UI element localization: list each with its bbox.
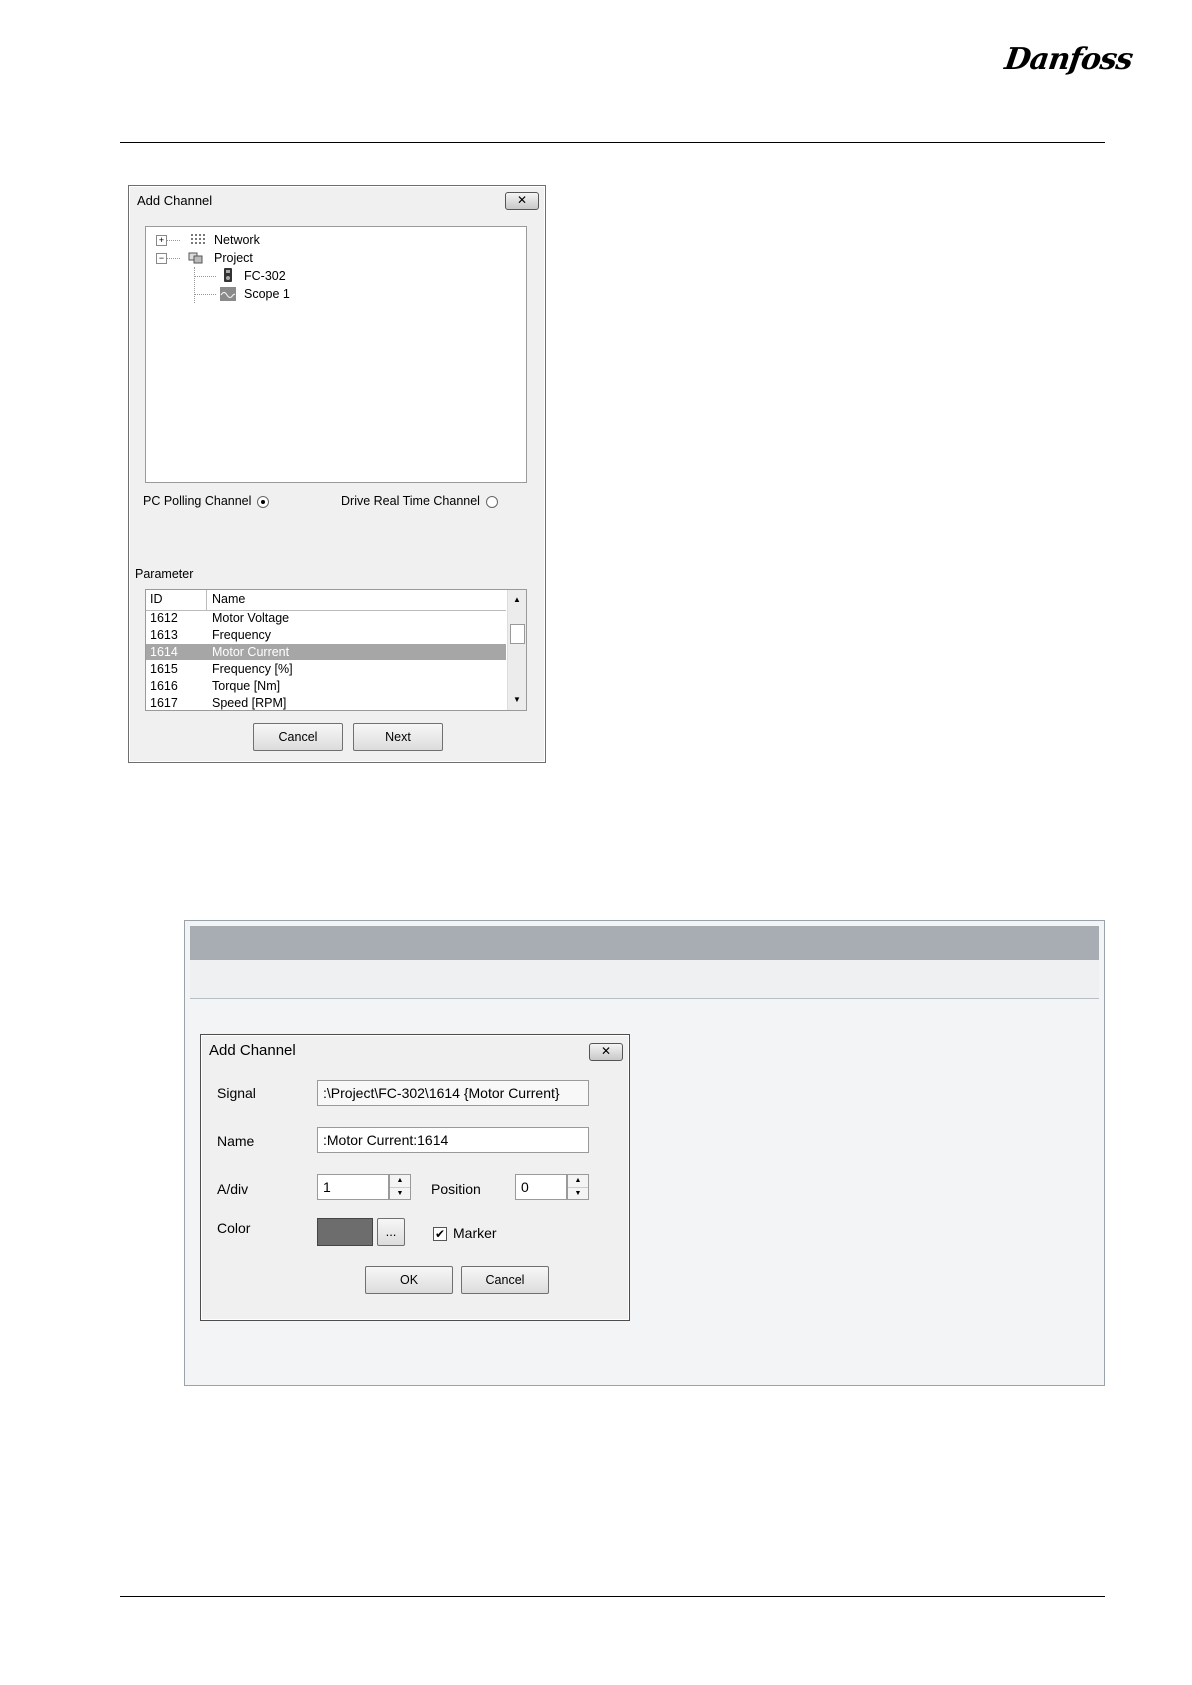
list-item-id: 1616 bbox=[150, 679, 178, 693]
close-icon[interactable]: ✕ bbox=[589, 1043, 623, 1061]
radio-drive-real-time-label: Drive Real Time Channel bbox=[341, 494, 480, 508]
collapse-icon[interactable]: − bbox=[156, 253, 167, 264]
list-item[interactable] bbox=[146, 610, 506, 626]
list-item[interactable] bbox=[146, 695, 506, 711]
add-channel-dialog-settings bbox=[200, 1034, 630, 1321]
list-header bbox=[146, 590, 506, 611]
tree-item-project[interactable] bbox=[156, 249, 167, 267]
radio-button-icon[interactable] bbox=[486, 496, 498, 508]
position-label: Position bbox=[431, 1181, 481, 1197]
column-header-name[interactable]: Name bbox=[212, 592, 246, 606]
cancel-button[interactable]: Cancel bbox=[253, 723, 343, 751]
dialog-titlebar bbox=[129, 186, 545, 214]
list-item-id: 1617 bbox=[150, 696, 178, 710]
parameter-label: Parameter bbox=[135, 567, 194, 581]
tree-connector bbox=[166, 240, 180, 242]
adiv-label: A/div bbox=[217, 1181, 249, 1197]
adiv-spinner[interactable] bbox=[389, 1174, 411, 1200]
adiv-field[interactable]: 1 bbox=[317, 1174, 389, 1200]
tree-item-network[interactable] bbox=[156, 231, 167, 249]
marker-checkbox[interactable] bbox=[433, 1225, 497, 1241]
close-icon[interactable]: ✕ bbox=[505, 192, 539, 210]
footer-rule bbox=[120, 1596, 1105, 1597]
tree-label-scope1[interactable]: Scope 1 bbox=[244, 287, 290, 301]
parameter-list[interactable] bbox=[145, 589, 527, 711]
dialog-titlebar bbox=[201, 1035, 629, 1065]
expand-icon[interactable]: + bbox=[156, 235, 167, 246]
radio-drive-real-time[interactable] bbox=[341, 494, 498, 508]
scroll-down-icon[interactable]: ▼ bbox=[513, 695, 521, 704]
list-item[interactable] bbox=[146, 678, 506, 694]
column-header-id[interactable]: ID bbox=[150, 592, 163, 606]
tree-label-fc302[interactable]: FC-302 bbox=[244, 269, 286, 283]
list-item-id: 1612 bbox=[150, 611, 178, 625]
list-item-selected[interactable] bbox=[146, 644, 506, 660]
marker-label: Marker bbox=[453, 1225, 497, 1241]
list-item-name: Motor Current bbox=[212, 645, 290, 659]
tree-connector bbox=[166, 258, 180, 260]
dialog-title: Add Channel bbox=[137, 193, 213, 208]
list-item-id: 1613 bbox=[150, 628, 178, 642]
radio-pc-polling-label: PC Polling Channel bbox=[143, 494, 252, 508]
list-item[interactable] bbox=[146, 627, 506, 643]
header-rule bbox=[120, 142, 1105, 143]
dialog-title: Add Channel bbox=[209, 1042, 296, 1059]
list-item-name: Speed [RPM] bbox=[212, 696, 287, 710]
signal-label: Signal bbox=[217, 1085, 256, 1101]
checkbox-checked-icon[interactable]: ✔ bbox=[434, 1227, 446, 1242]
name-field[interactable]: :Motor Current:1614 bbox=[317, 1127, 589, 1153]
signal-field[interactable]: :\Project\FC-302\1614 {Motor Current} bbox=[317, 1080, 589, 1106]
tree-label-project[interactable]: Project bbox=[214, 251, 253, 265]
list-item-id: 1615 bbox=[150, 662, 178, 676]
radio-pc-polling[interactable] bbox=[143, 494, 269, 508]
tree-connector bbox=[194, 267, 196, 303]
channel-tree[interactable] bbox=[145, 226, 527, 483]
list-item-name: Torque [Nm] bbox=[212, 679, 281, 693]
list-item-name: Frequency [%] bbox=[212, 662, 293, 676]
list-item-name: Frequency bbox=[212, 628, 272, 642]
list-item-id: 1614 bbox=[150, 645, 178, 659]
ok-button[interactable]: OK bbox=[365, 1266, 453, 1294]
tree-connector bbox=[194, 294, 216, 296]
cancel-button[interactable]: Cancel bbox=[461, 1266, 549, 1294]
radio-button-icon[interactable] bbox=[257, 496, 269, 508]
tree-label-network[interactable]: Network bbox=[214, 233, 260, 247]
position-field[interactable]: 0 bbox=[515, 1174, 567, 1200]
network-icon bbox=[190, 233, 206, 247]
color-swatch[interactable] bbox=[317, 1218, 373, 1246]
drive-icon bbox=[220, 268, 236, 282]
tree-connector bbox=[194, 276, 216, 278]
list-item[interactable] bbox=[146, 661, 506, 677]
project-icon bbox=[188, 251, 204, 265]
list-scrollbar[interactable] bbox=[507, 590, 526, 710]
scope-icon bbox=[220, 287, 236, 301]
frame-header-bar bbox=[190, 926, 1099, 960]
column-divider[interactable] bbox=[206, 590, 207, 610]
scroll-up-icon[interactable]: ▲ bbox=[513, 595, 521, 604]
color-label: Color bbox=[217, 1220, 251, 1236]
scroll-thumb[interactable] bbox=[510, 624, 525, 644]
frame-subheader-bar bbox=[190, 960, 1099, 999]
next-button[interactable]: Next bbox=[353, 723, 443, 751]
spin-up-icon[interactable]: ▲ bbox=[390, 1175, 410, 1188]
name-label: Name bbox=[217, 1133, 255, 1149]
spin-down-icon[interactable]: ▼ bbox=[574, 1190, 582, 1197]
list-item-name: Motor Voltage bbox=[212, 611, 290, 625]
color-browse-button[interactable]: ... bbox=[377, 1218, 405, 1246]
danfoss-logo: Danfoss bbox=[1002, 42, 1135, 77]
spin-up-icon[interactable]: ▲ bbox=[568, 1175, 588, 1188]
add-channel-dialog-select bbox=[128, 185, 546, 763]
spin-down-icon[interactable]: ▼ bbox=[396, 1190, 404, 1197]
position-spinner[interactable] bbox=[567, 1174, 589, 1200]
